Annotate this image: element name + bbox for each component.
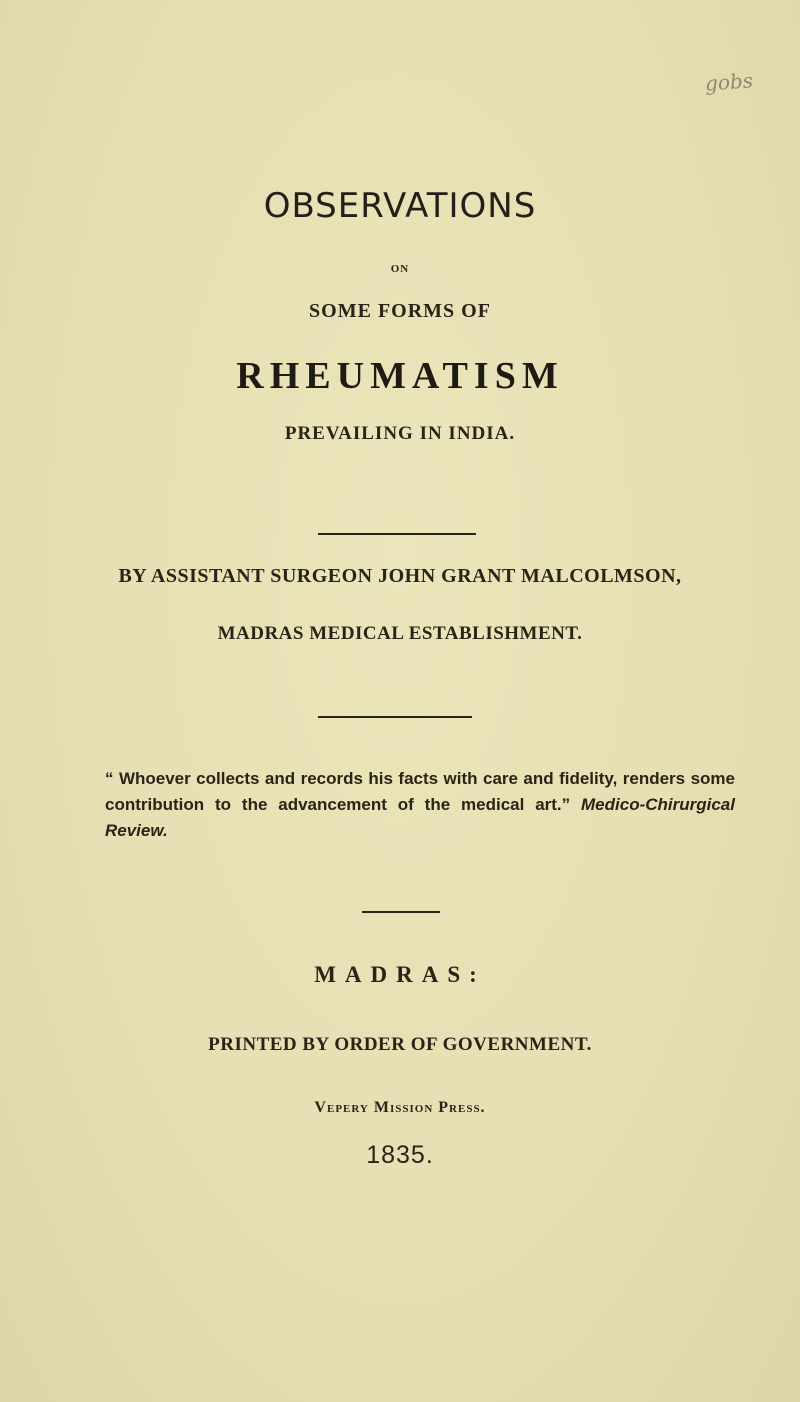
main-title: OBSERVATIONS xyxy=(263,186,537,226)
epigraph-source: Medico-Chirurgical Review. xyxy=(105,795,735,840)
imprint-place: MADRAS: xyxy=(314,962,486,987)
subject-heading: RHEUMATISM xyxy=(236,355,564,397)
title-connector: ON xyxy=(390,263,410,275)
divider-rule-3 xyxy=(362,911,440,913)
imprint-press: Vepery Mission Press. xyxy=(314,1099,486,1116)
author-affiliation: MADRAS MEDICAL ESTABLISHMENT. xyxy=(217,623,583,644)
handwritten-shelfmark: gobs xyxy=(704,68,754,96)
imprint-authority: PRINTED BY ORDER OF GOVERNMENT. xyxy=(208,1034,592,1055)
imprint-year: 1835. xyxy=(366,1141,434,1169)
epigraph-text: “ Whoever collects and records his facts with care and fidelity, renders some contribution to the advancement of the medical art.” xyxy=(105,769,735,814)
divider-rule-2 xyxy=(318,716,472,718)
epigraph xyxy=(105,766,735,844)
divider-rule-1 xyxy=(318,533,476,535)
subtitle-location: PREVAILING IN INDIA. xyxy=(284,423,516,444)
author-line: BY ASSISTANT SURGEON JOHN GRANT MALCOLMSON, xyxy=(118,565,682,587)
subtitle-line: SOME FORMS OF xyxy=(309,300,491,322)
